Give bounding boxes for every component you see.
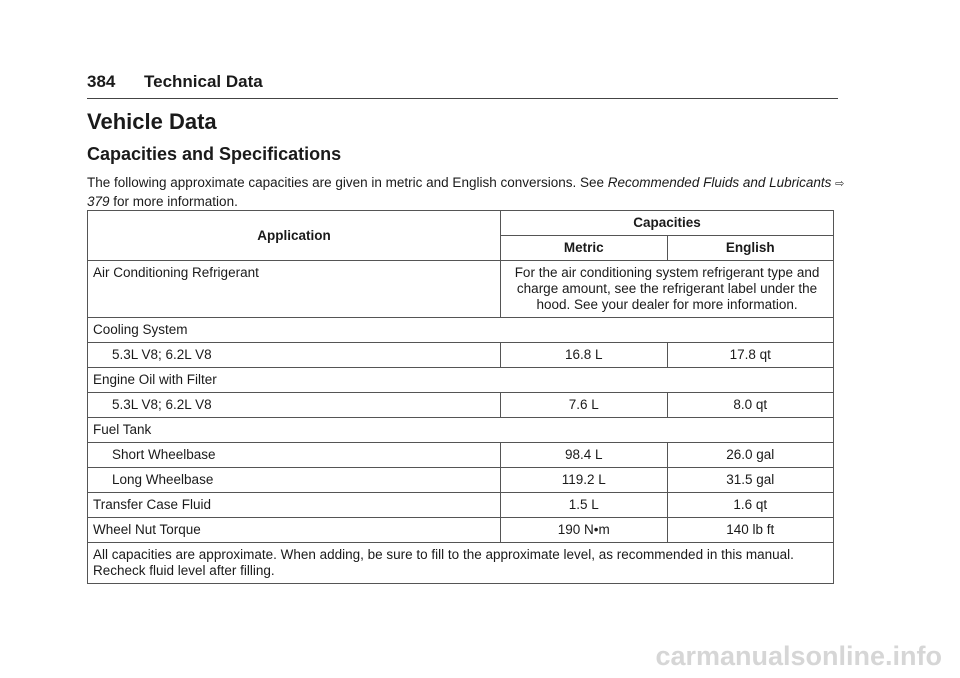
table-row [88,493,834,518]
row-label: Wheel Nut Torque [88,518,501,543]
header-application: Application [88,211,501,261]
english-value: 31.5 gal [667,468,833,493]
table-section-row [88,318,834,343]
table-row [88,393,834,418]
table-footnote: All capacities are approximate. When adding, be sure to fill to the approximate level, as recommended in this manual. Recheck fluid level after filling. [88,543,834,584]
metric-value: 7.6 L [501,393,667,418]
table-row [88,518,834,543]
header-metric: Metric [501,236,667,261]
section-label: Fuel Tank [88,418,834,443]
english-value: 17.8 qt [667,343,833,368]
row-label: 5.3L V8; 6.2L V8 [88,343,501,368]
intro-text-end: for more information. [109,194,238,209]
header-english: English [667,236,833,261]
metric-value: 1.5 L [501,493,667,518]
row-label: Long Wheelbase [88,468,501,493]
section-label: Engine Oil with Filter [88,368,834,393]
page-heading: Vehicle Data [87,109,217,134]
table-row [88,443,834,468]
site-watermark: carmanualsonline.info [655,641,942,671]
capacities-table [87,210,834,584]
english-value: 26.0 gal [667,443,833,468]
english-value: 140 lb ft [667,518,833,543]
page-subheading: Capacities and Specifications [87,144,342,164]
header-capacities: Capacities [501,211,834,236]
fluids-link[interactable]: Recommended Fluids and Lubricants [607,175,832,190]
table-header-row [88,211,834,236]
table-section-row [88,418,834,443]
row-label: 5.3L V8; 6.2L V8 [88,393,501,418]
intro-paragraph [87,174,847,210]
page-ref-arrow-icon: ⇨ [835,178,845,190]
ac-note: For the air conditioning system refrigerant type and charge amount, see the refrigerant label under the hood. See your dealer for more information. [501,261,834,318]
page-number: 384 [87,72,116,91]
metric-value: 98.4 L [501,443,667,468]
metric-value: 16.8 L [501,343,667,368]
english-value: 1.6 qt [667,493,833,518]
metric-value: 190 N•m [501,518,667,543]
metric-value: 119.2 L [501,468,667,493]
table-row [88,468,834,493]
section-title: Technical Data [144,72,263,91]
table-section-row [88,368,834,393]
row-label: Transfer Case Fluid [88,493,501,518]
intro-text: The following approximate capacities are given in metric and English conversions. See [87,175,608,190]
row-label: Short Wheelbase [88,443,501,468]
row-label: Air Conditioning Refrigerant [88,261,501,318]
section-label: Cooling System [88,318,834,343]
table-row [88,343,834,368]
header-divider [87,98,838,99]
english-value: 8.0 qt [667,393,833,418]
page-ref[interactable]: 379 [87,194,110,209]
table-row [88,261,834,318]
table-footnote-row [88,543,834,584]
page-header [87,72,837,100]
